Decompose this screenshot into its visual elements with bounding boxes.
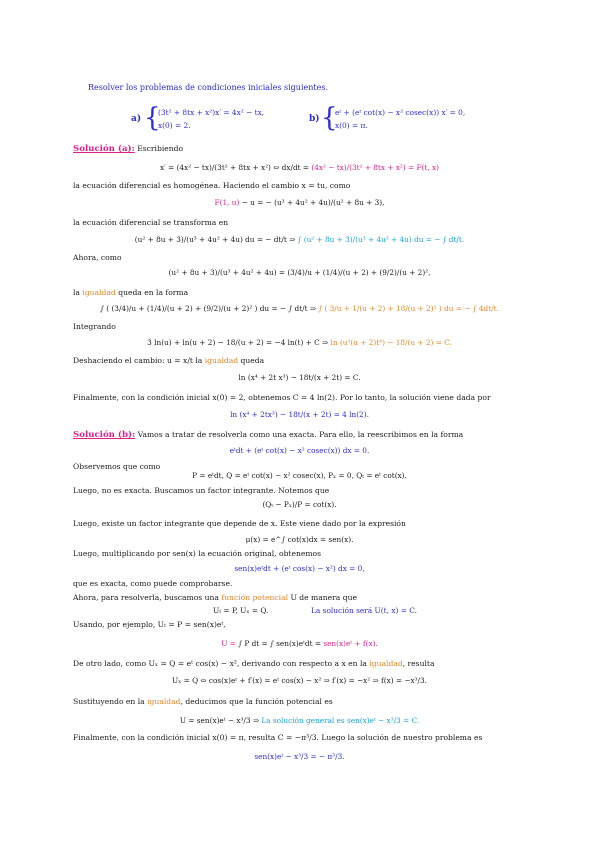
sol-a-eq6-left: 3 ln(u) + ln(u + 2) − 18/(u + 2) = −4 ln(t) + C ⇒ [147, 338, 329, 347]
sol-a-the: la [73, 288, 80, 297]
solution-a-heading: Solución (a): [73, 144, 135, 154]
sol-b-eq7 [3, 639, 596, 649]
solution-a-line [73, 144, 183, 154]
sol-b-other-2: , resulta [402, 659, 435, 668]
sol-a-eq1-right: (4x² − tx)/(3t² + 8tx + x²) = F(t, x) [311, 163, 439, 172]
sol-b-other-1: De otro lado, como Uₓ = Q = eᵗ cos(x) − x², derivando con respecto a x en la [73, 659, 367, 668]
sol-b-eq5: sen(x)eᵗdt + (eᵗ cos(x) − x²) dx = 0, [234, 564, 365, 573]
sol-a-undo-2: queda [240, 356, 265, 365]
sol-b-using: Usando, por ejemplo, Uₜ = P = sen(x)eᵗ, [73, 620, 226, 629]
sol-b-eq8: Uₓ = Q ⇔ cos(x)eᵗ + f′(x) = eᵗ cos(x) − x² ⇒ f′(x) = −x² ⇒ f(x) = −x³/3. [172, 676, 427, 685]
sol-b-eq9-a: U = sen(x)eᵗ − x³/3 ⇒ [179, 716, 259, 725]
sol-b-final-text: Finalmente, con la condición inicial x(0) = π, resulta C = −π³/3. Luego la solución de nuestro problema es [73, 733, 483, 742]
sol-a-eq3 [3, 235, 596, 245]
sol-b-equality-link-2[interactable]: igualdad [147, 697, 181, 706]
sol-b-potential-fn-link[interactable]: función potencial [221, 593, 289, 602]
sol-a-eq5 [3, 304, 596, 314]
sol-b-eq3: (Qₜ − Pₓ)/P = cot(x). [262, 500, 337, 509]
sol-b-eq10: sen(x)eᵗ − x³/3 = − π³/3. [254, 752, 345, 761]
problem-b-eq1: eᵗ + (eᵗ cot(x) − x² cosec(x)) x′ = 0, [335, 108, 466, 117]
sol-b-not-exact: Luego, no es exacta. Buscamos un factor integrante. Notemos que [73, 486, 330, 495]
problem-b-eq2: x(0) = π. [335, 121, 368, 130]
sol-a-transforms-text: la ecuación diferencial se transforma en [73, 218, 229, 227]
sol-a-homog-text: la ecuación diferencial es homogénea. Haciendo el cambio x = tu, como [73, 181, 351, 190]
sol-a-stays-form: queda en la forma [118, 288, 189, 297]
sol-b-multiply: Luego, multiplicando por sen(x) la ecuación original, obtenemos [73, 549, 322, 558]
sol-b-eq7-b: ∫ P dt = ∫ sen(x)eᵗdt = [238, 639, 322, 648]
solution-b-line [73, 430, 463, 440]
sol-b-exists: Luego, existe un factor integrante que depende de x. Este viene dado por la expresión [73, 519, 406, 528]
sol-b-now-solve-2: U de manera que [290, 593, 357, 602]
solution-b-heading: Solución (b): [73, 430, 136, 440]
sol-b-eq9-b: La solución general es sen(x)eᵗ − x³/3 = C. [261, 716, 420, 725]
sol-a-eq4: (u² + 8u + 3)/(u³ + 4u² + 4u) = (3/4)/u + (1/4)/(u + 2) + (9/2)/(u + 2)², [168, 268, 431, 277]
brace-a: { [144, 103, 161, 133]
sol-a-eq6-right: ln (u³(u + 2)t⁴) − 18/(u + 2) = C. [330, 338, 452, 347]
sol-b-eq6: Uₜ = P, Uₓ = Q. [213, 606, 269, 615]
solution-b-intro: Vamos a tratar de resolverla como una exacta. Para ello, la reescribimos en la forma [137, 430, 464, 439]
sol-a-eq2 [3, 198, 596, 208]
sol-b-is-exact: que es exacta, como puede comprobarse. [73, 579, 233, 588]
sol-a-eq1 [3, 163, 596, 173]
problem-a-eq1: (3t² + 8tx + x²)x′ = 4x² − tx, [158, 108, 265, 117]
sol-b-now-solve-line [73, 593, 357, 603]
sol-b-substituting-2: , deducimos que la función potencial es [180, 697, 333, 706]
brace-b: { [321, 103, 338, 133]
intro-text: Resolver los problemas de condiciones iniciales siguientes. [88, 83, 328, 92]
sol-a-equality-link[interactable]: igualdad [82, 288, 116, 297]
sol-a-eq3-left: (u² + 8u + 3)/(u³ + 4u² + 4u) du = − dt/t ⇒ [134, 235, 296, 244]
sol-b-eq9 [3, 716, 596, 726]
sol-a-eq1-left: x′ = (4x² − tx)/(3t² + 8tx + x²) ⇔ dx/dt = [160, 163, 310, 172]
sol-a-eq2-rest: − u = − (u³ + 4u² + 4u)/(u² + 8u + 3), [241, 198, 385, 207]
sol-b-now-solve-1: Ahora, para resolverla, buscamos una [73, 593, 219, 602]
sol-a-equality-link-2[interactable]: igualdad [204, 356, 239, 365]
sol-b-equality-link[interactable]: igualdad [369, 659, 403, 668]
sol-b-eq1: eᵗdt + (eᵗ cot(x) − x² cosec(x)) dx = 0. [229, 446, 370, 455]
sol-a-eq5-left: ∫ ( (3/4)/u + (1/4)/(u + 2) + (9/2)/(u + 2)² ) du = − ∫ dt/t ⇒ [100, 304, 316, 313]
sol-a-eq2-colored: F(1, u) [214, 198, 240, 207]
sol-b-substituting-line [73, 697, 333, 707]
sol-a-undo-1: Deshaciendo el cambio: u = x/t la [73, 356, 203, 365]
sol-a-eq5-right: ∫ ( 3/u + 1/(u + 2) + 18/(u + 2)² ) du = − ∫ 4dt/t. [318, 304, 499, 313]
problem-b-label: b) [309, 114, 320, 124]
sol-a-eq8: ln (x⁴ + 2tx³) − 18t/(x + 2t) = 4 ln(2). [230, 410, 369, 419]
sol-b-substituting-1: Sustituyendo en la [73, 697, 145, 706]
sol-b-observe: Observemos que como [73, 462, 161, 471]
sol-b-eq6-note: La solución será U(t, x) = C. [311, 606, 418, 615]
sol-a-eq7: ln (x⁴ + 2t x³) − 18t/(x + 2t) = C. [238, 373, 361, 382]
sol-b-eq7-c: sen(x)eᵗ + f(x). [323, 639, 378, 648]
problem-a-label: a) [131, 114, 142, 124]
sol-b-other-line [73, 659, 434, 669]
sol-a-eq6 [3, 338, 596, 348]
solution-a-writing: Escribiendo [137, 144, 184, 153]
sol-a-now-as: Ahora, como [73, 253, 122, 262]
sol-b-eq7-a: U = [221, 639, 236, 648]
sol-a-eq3-right: ∫ (u² + 8u + 3)/(u³ + 4u² + 4u) du = − ∫ dt/t. [297, 235, 465, 244]
sol-a-integrating: Integrando [73, 322, 116, 331]
sol-a-equality-line [73, 288, 188, 298]
problem-a-eq2: x(0) = 2. [158, 121, 191, 130]
sol-a-final-text: Finalmente, con la condición inicial x(0) = 2, obtenemos C = 4 ln(2). Por lo tanto, la solución viene dada por [73, 393, 491, 402]
sol-b-eq2: P = eᵗdt, Q = eᵗ cot(x) − x² cosec(x), Pₓ = 0, Qₜ = eᵗ cot(x). [192, 471, 407, 480]
sol-a-undo-line [73, 356, 264, 366]
sol-b-eq4: μ(x) = e^∫ cot(x)dx = sen(x). [245, 535, 354, 544]
